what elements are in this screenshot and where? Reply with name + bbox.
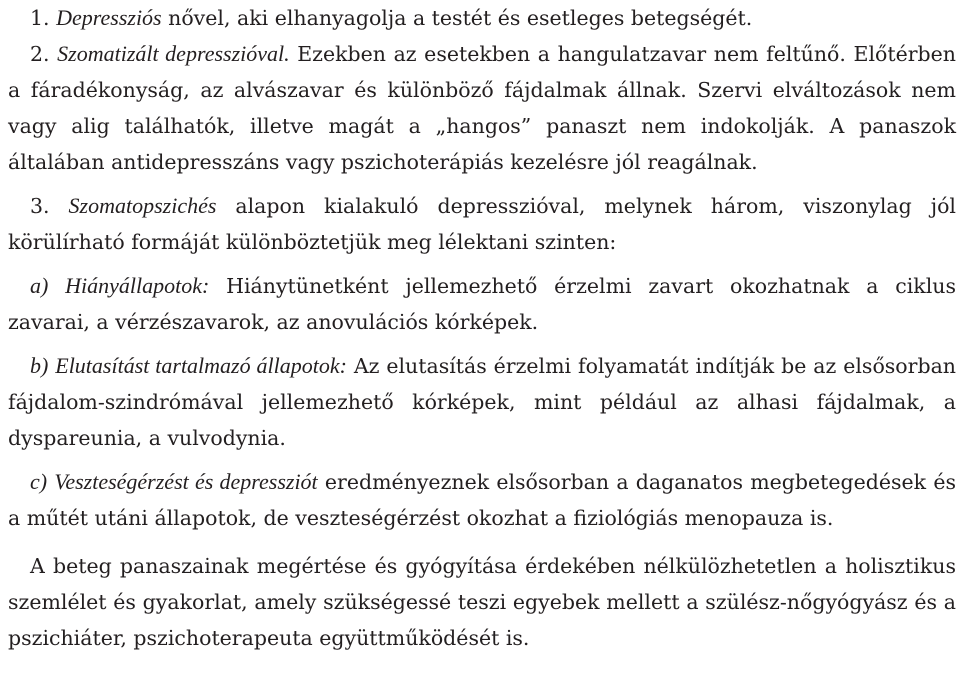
item-text: alapon kialakuló depresszióval, melynek három, viszonylag jól körülírható formáját különböztetjük meg lélektani szinten:	[8, 194, 956, 254]
sub-item-emphasis: Hiányállapotok:	[65, 273, 210, 298]
sub-item-b	[8, 348, 956, 456]
document-page	[8, 0, 956, 656]
list-item-3	[8, 188, 956, 260]
list-item-1	[8, 0, 956, 36]
sub-item-text: eredményeznek elsősorban a daganatos megbetegedések és a műtét utáni állapotok, de veszteségérzést okozhat a fiziológiás menopauza is.	[8, 470, 956, 530]
sub-item-text: Az elutasítás érzelmi folyamatát indítják be az elsősorban fájdalom-szindrómával jellemezhető kórképek, mint például az alhasi fájdalmak, a dyspareunia, a vulvodynia.	[8, 354, 956, 450]
item-number: 1.	[30, 6, 50, 30]
item-text: nővel, aki elhanyagolja a testét és esetleges betegségét.	[161, 6, 753, 30]
item-number: 3.	[30, 194, 50, 218]
item-number: 2.	[30, 42, 50, 66]
item-emphasis: Szomatizált depresszióval.	[57, 41, 290, 66]
item-emphasis: Szomatopszichés	[68, 193, 217, 218]
sub-item-emphasis: Veszteségérzést és depressziót	[54, 469, 318, 494]
item-emphasis: Depressziós	[56, 5, 162, 30]
sub-item-label: a)	[30, 273, 49, 298]
sub-item-text: Hiánytünetként jellemezhető érzelmi zavart okozhatnak a ciklus zavarai, a vérzészavarok, az anovulációs kórképek.	[8, 274, 956, 334]
sub-item-label: c)	[30, 469, 48, 494]
sub-item-a	[8, 268, 956, 340]
sub-item-label: b)	[30, 353, 49, 378]
list-item-2	[8, 36, 956, 180]
closing-paragraph: A beteg panaszainak megértése és gyógyítása érdekében nélkülözhetetlen a holisztikus szemlélet és gyakorlat, amely szükségessé teszi egyebek mellett a szülész-nőgyógyász és a pszichiáter, pszichoterapeuta együttműködését is.	[8, 554, 956, 650]
sub-item-emphasis: Elutasítást tartalmazó állapotok:	[55, 353, 347, 378]
item-text: Ezekben az esetekben a hangulatzavar nem feltűnő. Előtérben a fáradékonyság, az alvászavar és különböző fájdalmak állnak. Szervi elváltozások nem vagy alig találhatók, illetve magát a „hangos” panaszt nem indokolják. A panaszok általában antidepresszáns vagy pszichoterápiás kezelésre jól reagálnak.	[8, 42, 956, 174]
sub-item-c	[8, 464, 956, 536]
